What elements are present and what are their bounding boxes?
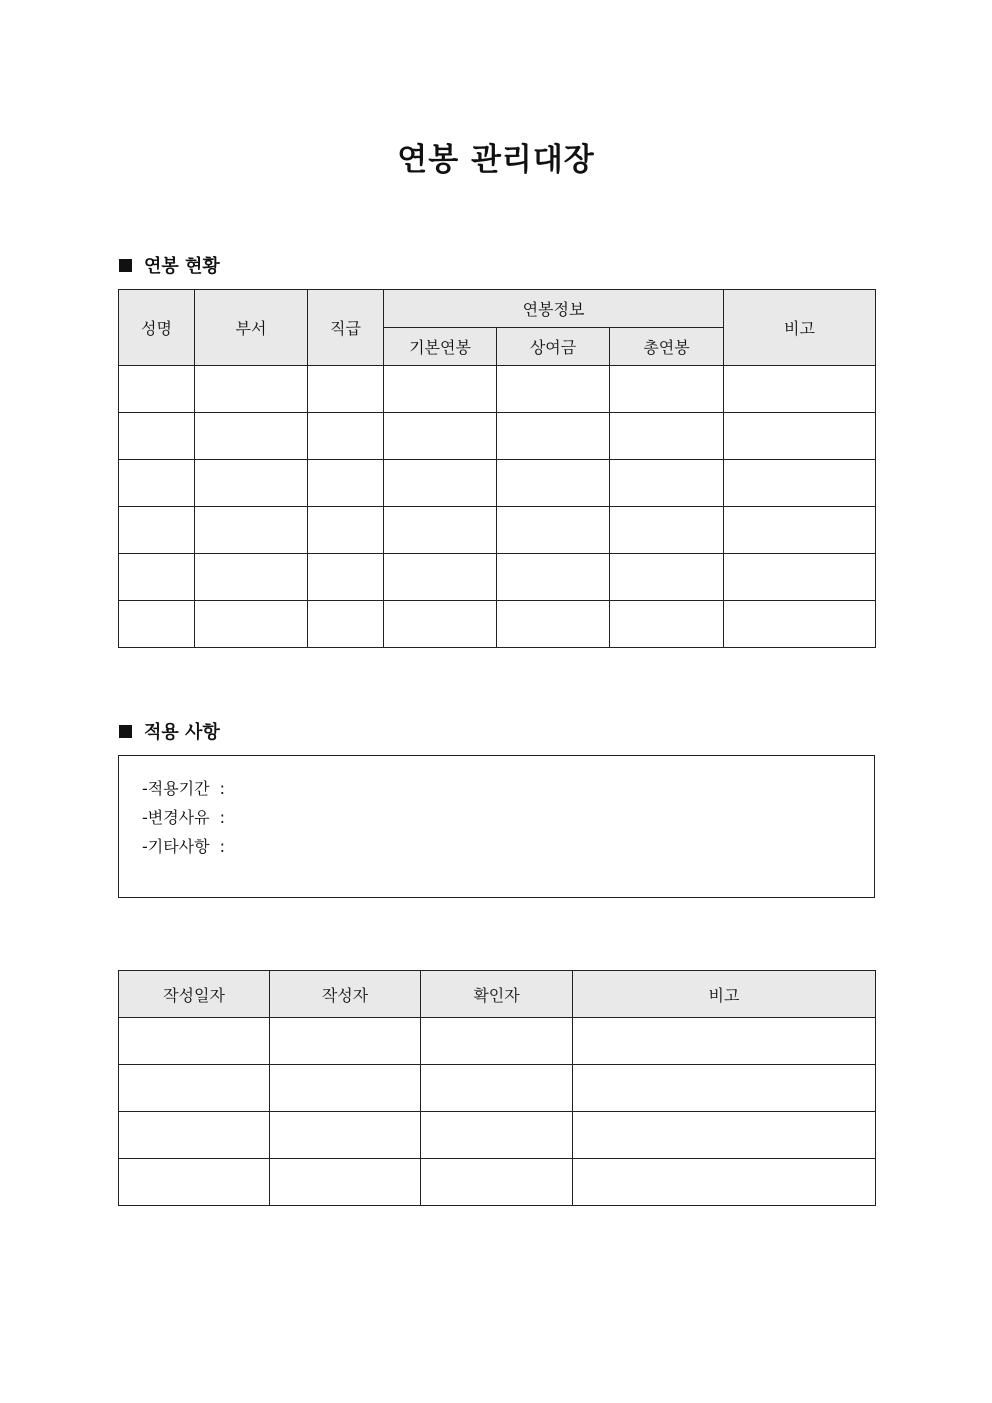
cell-bonus[interactable] <box>497 601 610 648</box>
header-remarks: 비고 <box>573 971 876 1018</box>
sign-off-table <box>118 970 876 1206</box>
note-label: -변경사유 <box>142 808 210 827</box>
cell-base-salary[interactable] <box>384 507 497 554</box>
cell-remarks[interactable] <box>724 413 876 460</box>
cell-base-salary[interactable] <box>384 413 497 460</box>
cell-base-salary[interactable] <box>384 601 497 648</box>
table-row <box>119 366 876 413</box>
cell-base-salary[interactable] <box>384 366 497 413</box>
table-row <box>119 1112 876 1159</box>
table-row <box>119 507 876 554</box>
cell-base-salary[interactable] <box>384 554 497 601</box>
cell-writer[interactable] <box>270 1112 421 1159</box>
cell-position[interactable] <box>308 413 384 460</box>
cell-remarks[interactable] <box>573 1018 876 1065</box>
section-heading-label: 적용 사항 <box>144 722 220 743</box>
cell-confirmer[interactable] <box>421 1112 573 1159</box>
document-title: 연봉 관리대장 <box>397 142 595 178</box>
header-name: 성명 <box>119 290 195 366</box>
note-line-period <box>142 776 225 799</box>
cell-date-written[interactable] <box>119 1018 270 1065</box>
cell-bonus[interactable] <box>497 366 610 413</box>
square-bullet-icon <box>119 259 132 272</box>
table-row <box>119 554 876 601</box>
cell-department[interactable] <box>195 601 308 648</box>
cell-position[interactable] <box>308 460 384 507</box>
cell-total-salary[interactable] <box>610 554 724 601</box>
cell-name[interactable] <box>119 554 195 601</box>
cell-confirmer[interactable] <box>421 1065 573 1112</box>
cell-remarks[interactable] <box>724 601 876 648</box>
cell-date-written[interactable] <box>119 1065 270 1112</box>
header-writer: 작성자 <box>270 971 421 1018</box>
cell-name[interactable] <box>119 460 195 507</box>
cell-remarks[interactable] <box>724 460 876 507</box>
cell-position[interactable] <box>308 366 384 413</box>
header-date-written: 작성일자 <box>119 971 270 1018</box>
section-heading-application <box>119 718 220 744</box>
header-remarks: 비고 <box>724 290 876 366</box>
cell-date-written[interactable] <box>119 1159 270 1206</box>
cell-confirmer[interactable] <box>421 1018 573 1065</box>
cell-bonus[interactable] <box>497 554 610 601</box>
note-line-other <box>142 834 225 857</box>
table-row <box>119 1065 876 1112</box>
cell-writer[interactable] <box>270 1065 421 1112</box>
section-heading-label: 연봉 현황 <box>144 256 220 277</box>
table-row <box>119 1018 876 1065</box>
table-row <box>119 413 876 460</box>
cell-total-salary[interactable] <box>610 413 724 460</box>
header-bonus: 상여금 <box>497 328 610 366</box>
cell-remarks[interactable] <box>724 554 876 601</box>
cell-position[interactable] <box>308 507 384 554</box>
cell-department[interactable] <box>195 413 308 460</box>
cell-department[interactable] <box>195 507 308 554</box>
cell-bonus[interactable] <box>497 507 610 554</box>
cell-total-salary[interactable] <box>610 601 724 648</box>
cell-name[interactable] <box>119 413 195 460</box>
cell-total-salary[interactable] <box>610 366 724 413</box>
note-line-reason <box>142 805 225 828</box>
header-salary-info: 연봉정보 <box>384 290 724 328</box>
section-heading-salary-status <box>119 252 220 278</box>
note-separator: : <box>219 779 225 798</box>
table-row <box>119 1159 876 1206</box>
cell-total-salary[interactable] <box>610 460 724 507</box>
cell-total-salary[interactable] <box>610 507 724 554</box>
note-separator: : <box>219 808 225 827</box>
cell-bonus[interactable] <box>497 413 610 460</box>
cell-remarks[interactable] <box>573 1065 876 1112</box>
cell-name[interactable] <box>119 507 195 554</box>
cell-confirmer[interactable] <box>421 1159 573 1206</box>
cell-name[interactable] <box>119 366 195 413</box>
cell-position[interactable] <box>308 554 384 601</box>
cell-base-salary[interactable] <box>384 460 497 507</box>
cell-position[interactable] <box>308 601 384 648</box>
cell-writer[interactable] <box>270 1018 421 1065</box>
cell-department[interactable] <box>195 554 308 601</box>
cell-department[interactable] <box>195 460 308 507</box>
square-bullet-icon <box>119 725 132 738</box>
application-notes-box[interactable] <box>118 755 875 898</box>
cell-remarks[interactable] <box>724 507 876 554</box>
header-confirmer: 확인자 <box>421 971 573 1018</box>
header-position: 직급 <box>308 290 384 366</box>
header-total-salary: 총연봉 <box>610 328 724 366</box>
note-label: -기타사항 <box>142 837 210 856</box>
cell-date-written[interactable] <box>119 1112 270 1159</box>
header-base-salary: 기본연봉 <box>384 328 497 366</box>
cell-remarks[interactable] <box>573 1112 876 1159</box>
note-separator: : <box>219 837 225 856</box>
cell-department[interactable] <box>195 366 308 413</box>
cell-writer[interactable] <box>270 1159 421 1206</box>
cell-remarks[interactable] <box>573 1159 876 1206</box>
cell-name[interactable] <box>119 601 195 648</box>
header-department: 부서 <box>195 290 308 366</box>
table-row <box>119 601 876 648</box>
cell-bonus[interactable] <box>497 460 610 507</box>
salary-status-table <box>118 289 876 648</box>
table-row <box>119 460 876 507</box>
note-label: -적용기간 <box>142 779 210 798</box>
cell-remarks[interactable] <box>724 366 876 413</box>
